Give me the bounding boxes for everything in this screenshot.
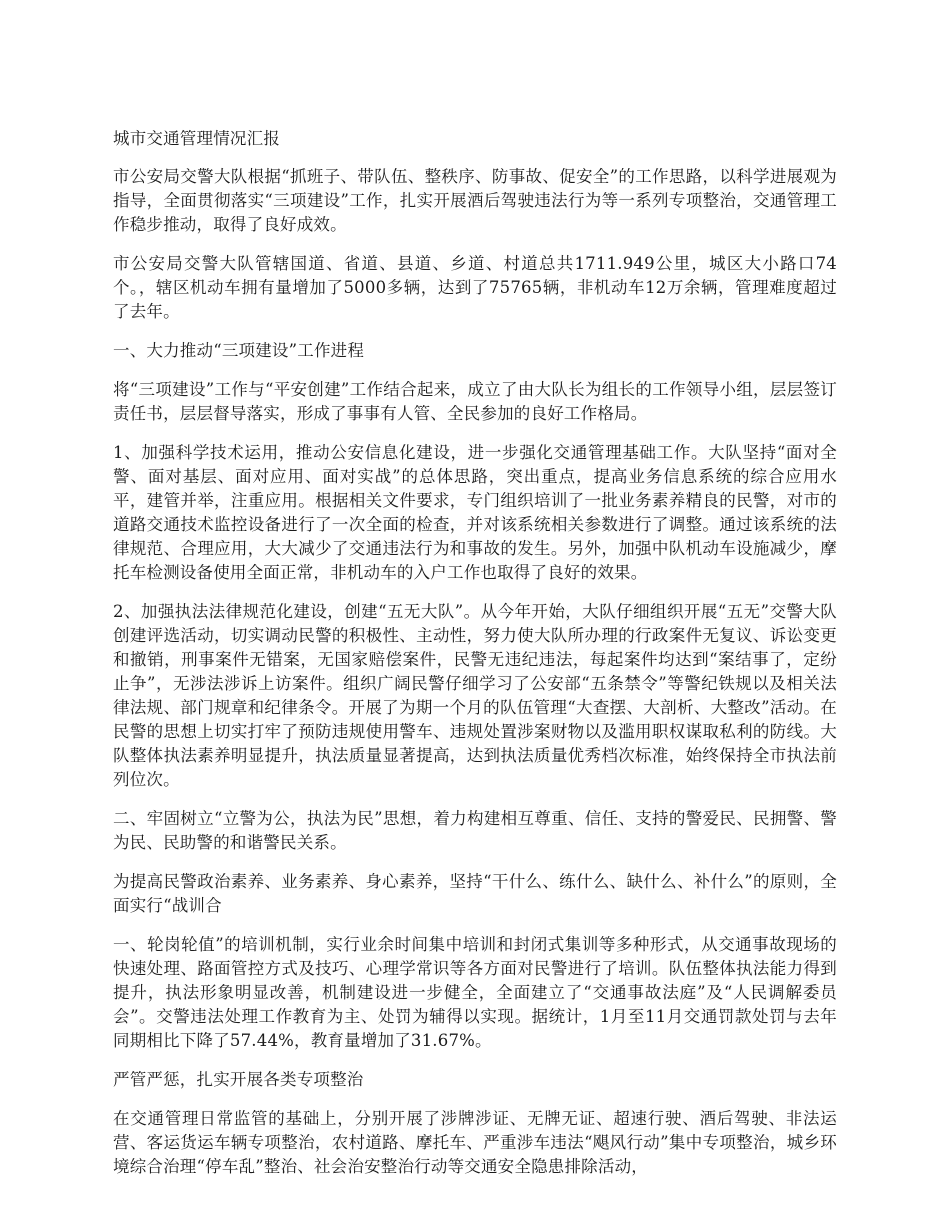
paragraph-special-rectification: 在交通管理日常监管的基础上，分别开展了涉牌涉证、无牌无证、超速行驶、酒后驾驶、非法运营、客运货运车辆专项整治，农村道路、摩托车、严重涉车违法“飓风行动”集中专项整治，城乡环境综合治理“停车乱”整治、社会治安整治行动等交通安全隐患排除活动， xyxy=(113,1109,837,1176)
paragraph-intro: 市公安局交警大队根据“抓班子、带队伍、整秩序、防事故、促安全”的工作思路，以科学进展观为指导，全面贯彻落实“三项建设”工作，扎实开展酒后驾驶违法行为等一系列专项整治，交通管理工作稳步推动，取得了良好成效。 xyxy=(113,167,837,234)
paragraph-training-mechanism: 一、轮岗轮值”的培训机制，实行业余时间集中培训和封闭式集训等多种形式，从交通事故现场的快速处理、路面管控方式及技巧、心理学常识等各方面对民警进行了培训。队伍整体执法能力得到提升，执法形象明显改善，机制建设进一步健全，全面建立了“交通事故法庭”及“人民调解委员会”。交警违法处理工作教育为主、处罚为辅得以实现。据统计，1月至11月交通罚款处罚与去年同期相比下降了57.44%，教育量增加了31.67%。 xyxy=(113,935,837,1050)
section-heading-1: 一、大力推动“三项建设”工作进程 xyxy=(113,341,365,360)
paragraph-jurisdiction: 市公安局交警大队管辖国道、省道、县道、乡道、村道总共1711.949公里，城区大小路口74个。，辖区机动车拥有量增加了5000多辆，达到了75765辆，非机动车12万余辆，管理难度超过了去年。 xyxy=(113,254,837,321)
paragraph-training-intro: 为提高民警政治素养、业务素养、身心素养，坚持“干什么、练什么、缺什么、补什么”的原则，全面实行“战训合 xyxy=(113,872,837,915)
paragraph-leadership: 将“三项建设”工作与“平安创建”工作结合起来，成立了由大队长为组长的工作领导小组，层层签订责任书，层层督导落实，形成了事事有人管、全民参加的良好工作格局。 xyxy=(113,380,837,423)
paragraph-item-1: 1、加强科学技术运用，推动公安信息化建设，进一步强化交通管理基础工作。大队坚持“面对全警、面对基层、面对应用、面对实战”的总体思路，突出重点，提高业务信息系统的综合应用水平，建管并举，注重应用。根据相关文件要求，专门组织培训了一批业务素养精良的民警，对市的道路交通技术监控设备进行了一次全面的检查，并对该系统相关参数进行了调整。通过该系统的法律规范、合理应用，大大减少了交通违法行为和事故的发生。另外，加强中队机动车设施减少，摩托车检测设备使用全面正常，非机动车的入户工作也取得了良好的效果。 xyxy=(113,443,837,582)
document-title: 城市交通管理情况汇报 xyxy=(113,129,280,148)
section-heading-2: 二、牢固树立“立警为公，执法为民”思想，着力构建相互尊重、信任、支持的警爱民、民拥警、警为民、民助警的和谐警民关系。 xyxy=(113,809,837,852)
paragraph-item-2: 2、加强执法法律规范化建设，创建“五无大队”。从今年开始，大队仔细组织开展“五无”交警大队创建评选活动，切实调动民警的积极性、主动性，努力使大队所办理的行政案件无复议、诉讼变更和撤销，刑事案件无错案，无国家赔偿案件，民警无违纪违法，每起案件均达到“案结事了，定纷止争”，无涉法涉诉上访案件。组织广阔民警仔细学习了公安部“五条禁令”等警纪铁规以及相关法律法规、部门规章和纪律条令。开展了为期一个月的队伍管理“大查摆、大剖析、大整改”活动。在民警的思想上切实打牢了预防违规使用警车、违规处置涉案财物以及滥用职权谋取私利的防线。大队整体执法素养明显提升，执法质量显著提高，达到执法质量优秀档次标准，始终保持全市执法前列位次。 xyxy=(113,602,837,789)
section-heading-3: 严管严惩，扎实开展各类专项整治 xyxy=(113,1070,364,1089)
